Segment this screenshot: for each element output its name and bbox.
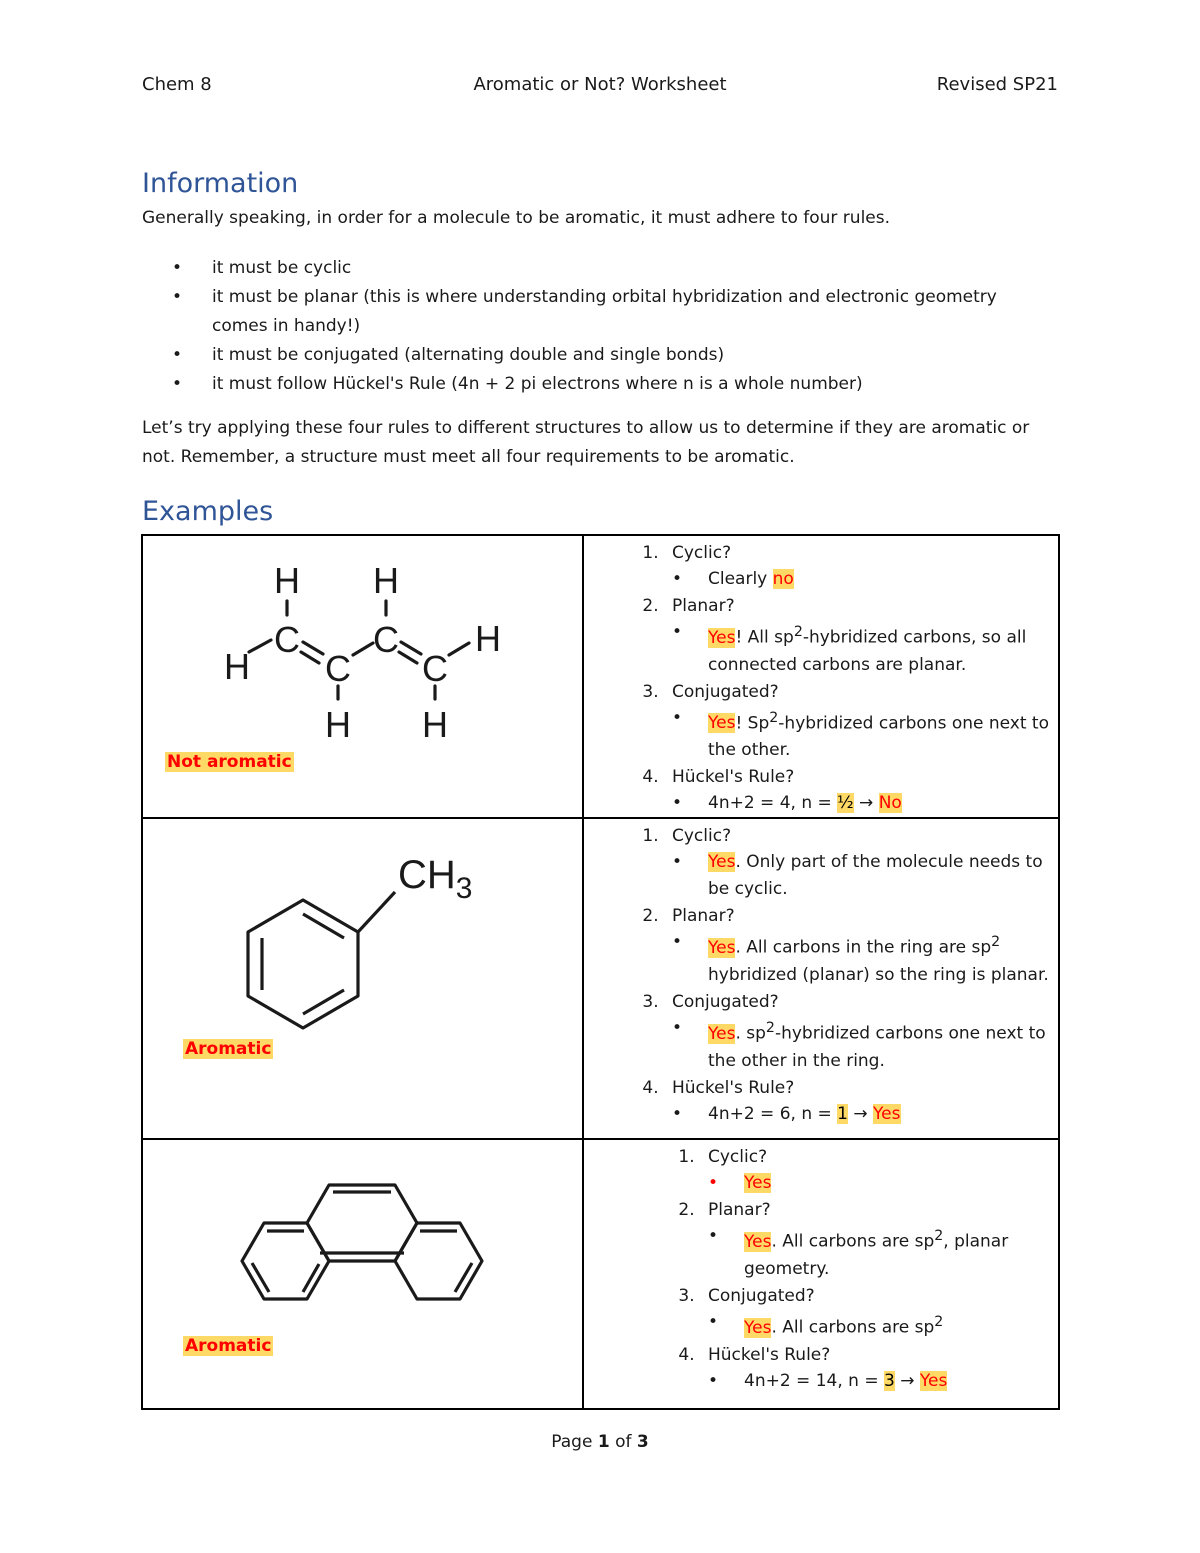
criterion-item <box>664 1075 1058 1128</box>
atom-label: H <box>475 618 501 659</box>
criterion-answer <box>672 790 1058 817</box>
answer-text: 4n+2 = 14, n = <box>744 1370 884 1391</box>
answer-text: . All carbons are sp <box>771 1231 935 1252</box>
arrow: → <box>847 1103 874 1124</box>
answer-highlight: Yes <box>744 1231 772 1252</box>
structure-cell <box>142 1139 583 1409</box>
criterion-answer <box>672 1015 1058 1075</box>
answer-text: Clearly <box>708 569 773 589</box>
answer-text: . Only part of the molecule needs to be cyclic. <box>708 852 1043 900</box>
criterion-item <box>700 1342 1058 1395</box>
criterion-label: Conjugated? <box>672 681 779 702</box>
page-number: 1 <box>597 1432 610 1452</box>
rule-item: • it must be conjugated (alternating double and single bonds) <box>172 341 1042 370</box>
superscript: 2 <box>991 934 1001 951</box>
answer-text: . All carbons in the ring are sp <box>735 937 992 958</box>
structure-cell <box>142 535 583 818</box>
criterion-answer <box>672 1101 1058 1128</box>
examples-heading: Examples <box>142 496 274 527</box>
criterion-answer <box>708 1170 1058 1197</box>
answer-highlight: Yes <box>873 1103 901 1124</box>
methyl-group-label <box>398 853 472 905</box>
answer-highlight: Yes <box>919 1370 948 1391</box>
answer-text: hybridized (planar) so the ring is planar. <box>708 964 1049 985</box>
instructions-paragraph: Let’s try applying these four rules to different structures to allow us to determine if they are aromatic or not. Remember, a structure must meet all four requirements to be aromatic. <box>142 418 1030 467</box>
structure-cell <box>142 818 583 1139</box>
header-title: Aromatic or Not? Worksheet <box>473 74 727 95</box>
criterion-label: Planar? <box>672 906 735 927</box>
criterion-answer <box>708 1368 1058 1395</box>
atom-label: H <box>373 560 399 601</box>
atom-label: H <box>224 646 250 687</box>
header-course: Chem 8 <box>142 74 212 95</box>
example-row <box>142 1139 1059 1409</box>
criterion-label: Planar? <box>708 1200 771 1221</box>
example-row <box>142 818 1059 1139</box>
answer-text: -hybridized carbons one next to the other. <box>708 713 1049 761</box>
atom-label: H <box>422 704 448 745</box>
criterion-item <box>664 679 1058 765</box>
answer-text: -hybridized carbons, so all connected carbons are planar. <box>708 627 1027 675</box>
verdict-badge: Not aromatic <box>167 752 292 772</box>
answer-highlight: Yes <box>744 1317 772 1338</box>
superscript: 2 <box>793 624 803 640</box>
criterion-label: Hückel's Rule? <box>708 1344 831 1365</box>
rule-item: • it must be cyclic <box>172 254 1042 283</box>
superscript: 2 <box>934 1228 944 1245</box>
example-row <box>142 535 1059 818</box>
atom-label: C <box>325 648 351 689</box>
criterion-label: Cyclic? <box>672 826 732 847</box>
n-value-highlight: 1 <box>837 1103 848 1124</box>
answer-text: , planar geometry. <box>744 1231 1009 1279</box>
answer-highlight: No <box>878 793 902 814</box>
information-heading: Information <box>142 168 299 199</box>
answer-text: 4n+2 = 6, n = <box>708 1103 838 1124</box>
answer-highlight: Yes <box>708 627 736 648</box>
verdict-badge: Aromatic <box>185 1336 272 1357</box>
n-value-highlight: ½ <box>837 793 854 814</box>
answer-text: . All carbons are sp <box>771 1317 935 1338</box>
criteria-list <box>584 1144 1058 1394</box>
rule-item: • it must follow Hückel's Rule (4n + 2 pi electrons where n is a whole number) <box>172 370 1042 399</box>
criterion-answer <box>672 566 1058 593</box>
criterion-item <box>664 593 1058 679</box>
answer-highlight: no <box>772 569 794 589</box>
criterion-label: Cyclic? <box>672 543 732 563</box>
answer-text: -hybridized carbons one next to the other in the ring. <box>708 1023 1046 1071</box>
answer-highlight: Yes <box>744 1173 772 1194</box>
atom-label: H <box>274 560 300 601</box>
superscript: 2 <box>769 709 779 726</box>
page-of: of <box>609 1432 637 1452</box>
atom-label: C <box>274 619 300 660</box>
criterion-item <box>700 1197 1058 1283</box>
rule-item: • it must be planar (this is where understanding orbital hybridization and electronic geometry comes in handy!) <box>172 283 1042 341</box>
arrow: → <box>853 793 879 814</box>
analysis-cell <box>583 535 1059 818</box>
verdict-badge: Aromatic <box>185 1039 272 1060</box>
criterion-label: Hückel's Rule? <box>672 767 795 788</box>
page-label: Page <box>551 1432 598 1452</box>
answer-text: 4n+2 = 4, n = <box>708 793 838 814</box>
analysis-cell <box>583 818 1059 1139</box>
criterion-item <box>664 540 1058 593</box>
criterion-item <box>664 764 1058 817</box>
examples-table <box>141 534 1060 1410</box>
criterion-item <box>664 989 1058 1075</box>
aromaticity-rules-list <box>172 254 1042 399</box>
methyl-ch: CH <box>398 853 456 898</box>
answer-text: ! All sp <box>735 627 794 648</box>
n-value-highlight: 3 <box>883 1370 895 1391</box>
criterion-item <box>664 903 1058 989</box>
atom-label: H <box>325 704 351 745</box>
criteria-list <box>584 540 1058 817</box>
toluene-structure <box>143 819 582 1140</box>
criterion-label: Planar? <box>672 596 735 616</box>
criterion-item <box>700 1283 1058 1342</box>
criterion-answer <box>672 705 1058 765</box>
answer-highlight: Yes <box>708 713 736 734</box>
superscript: 2 <box>765 1019 775 1036</box>
criterion-item <box>700 1144 1058 1197</box>
criterion-item <box>664 823 1058 903</box>
criterion-label: Cyclic? <box>708 1147 768 1168</box>
answer-highlight: Yes <box>708 937 736 958</box>
atom-label: C <box>373 619 399 660</box>
answer-text: . sp <box>735 1023 766 1044</box>
criterion-answer <box>672 929 1058 989</box>
criterion-answer <box>708 1223 1058 1283</box>
criterion-answer <box>708 1309 1058 1342</box>
answer-highlight: Yes <box>708 852 736 873</box>
answer-highlight: Yes <box>708 1023 736 1044</box>
criteria-list <box>584 823 1058 1127</box>
page-footer <box>0 1432 1200 1452</box>
criterion-answer <box>672 619 1058 679</box>
page-total: 3 <box>636 1432 649 1452</box>
superscript: 2 <box>934 1313 944 1330</box>
atom-label: C <box>422 648 448 689</box>
answer-text: ! Sp <box>735 713 770 734</box>
arrow: → <box>894 1370 920 1391</box>
methyl-subscript: 3 <box>455 872 473 906</box>
phenanthrene-structure <box>143 1140 582 1410</box>
criterion-label: Hückel's Rule? <box>672 1077 795 1098</box>
criterion-label: Conjugated? <box>708 1285 815 1306</box>
header-revision: Revised SP21 <box>936 74 1058 95</box>
information-intro: Generally speaking, in order for a molecule to be aromatic, it must adhere to four rules. <box>142 208 891 228</box>
criterion-label: Conjugated? <box>672 991 779 1012</box>
criterion-answer <box>672 849 1058 903</box>
analysis-cell <box>583 1139 1059 1409</box>
